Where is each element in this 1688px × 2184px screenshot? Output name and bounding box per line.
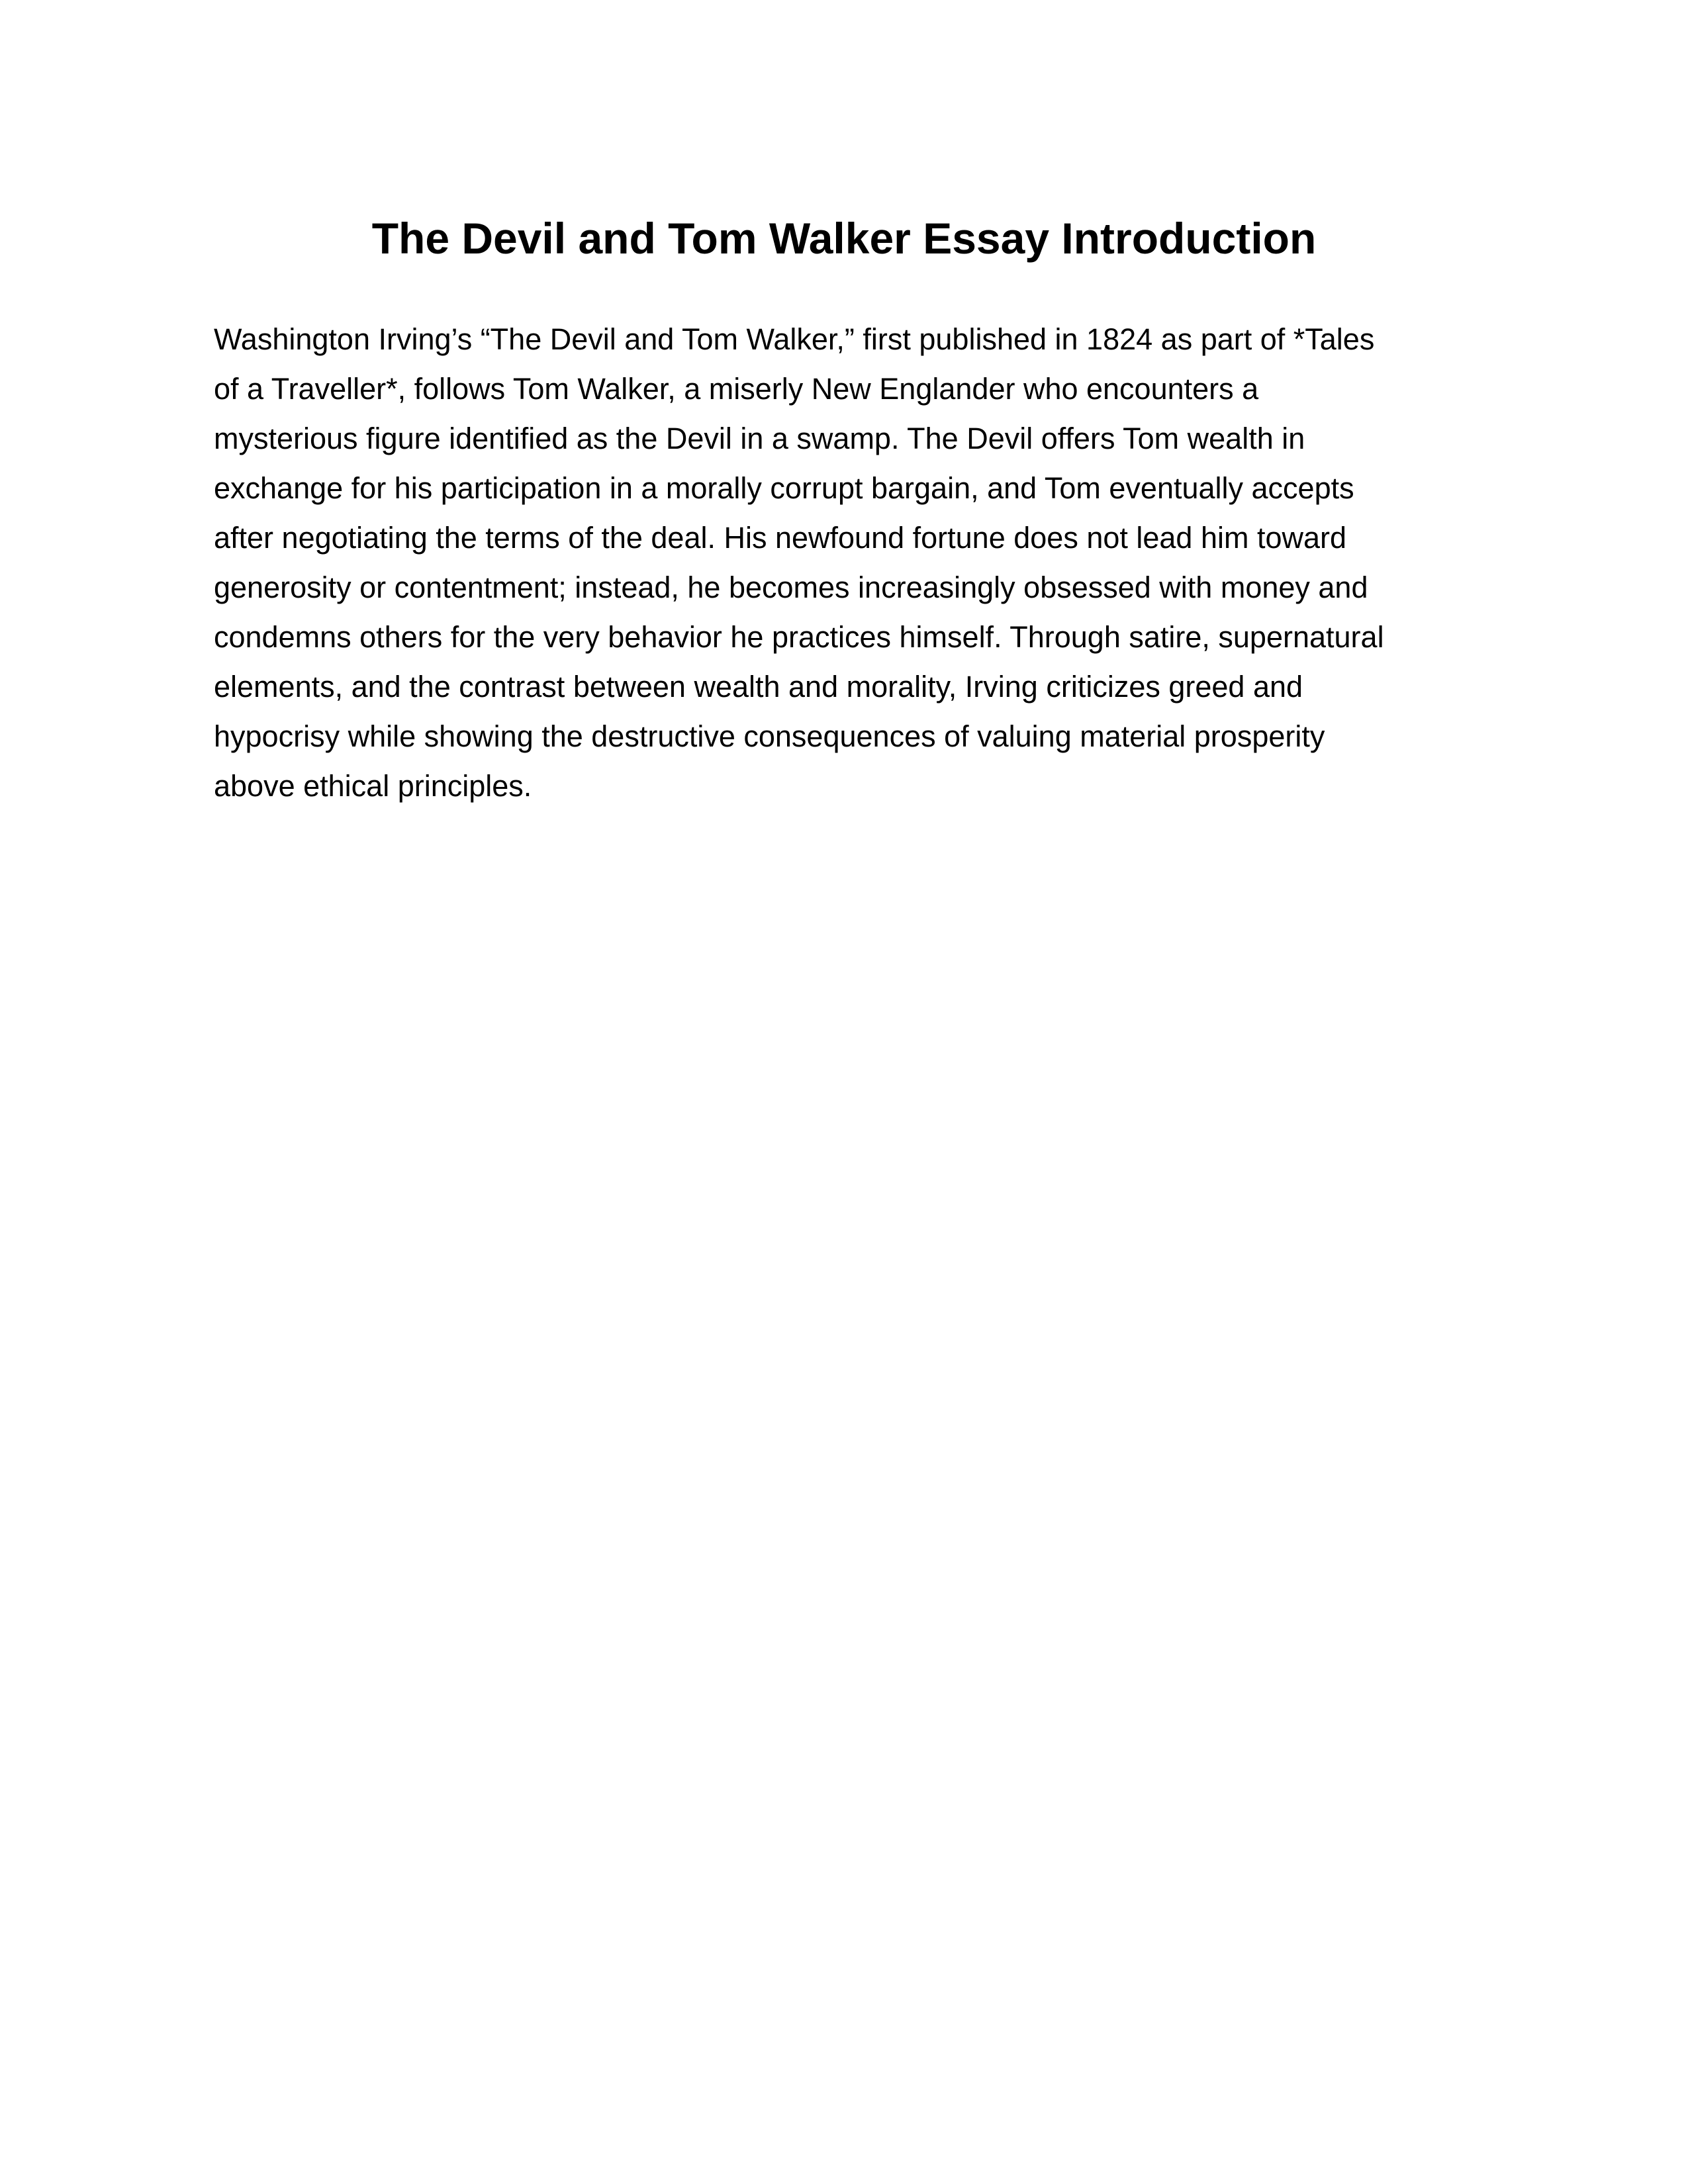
paragraph-line: above ethical principles.	[214, 769, 532, 803]
paragraph-line: after negotiating the terms of the deal. His newfound fortune does not lead him toward	[214, 521, 1347, 555]
paragraph-line: mysterious figure identified as the Devil in a swamp. The Devil offers Tom wealth in	[214, 422, 1305, 455]
paragraph-line: condemns others for the very behavior he practices himself. Through satire, supernatural	[214, 620, 1384, 654]
paragraph-line: generosity or contentment; instead, he becomes increasingly obsessed with money and	[214, 570, 1368, 604]
document-title: The Devil and Tom Walker Essay Introduction	[371, 214, 1317, 263]
paragraph-line: exchange for his participation in a morally corrupt bargain, and Tom eventually accepts	[214, 471, 1354, 505]
essay-paragraph	[214, 314, 1478, 811]
paragraph-line: Washington Irving’s “The Devil and Tom Walker,” first published in 1824 as part of *Tales	[214, 322, 1375, 356]
paragraph-line: elements, and the contrast between wealth and morality, Irving criticizes greed and	[214, 670, 1303, 704]
paragraph-line: hypocrisy while showing the destructive consequences of valuing material prosperity	[214, 719, 1325, 753]
paragraph-line: of a Traveller*, follows Tom Walker, a miserly New Englander who encounters a	[214, 372, 1259, 406]
